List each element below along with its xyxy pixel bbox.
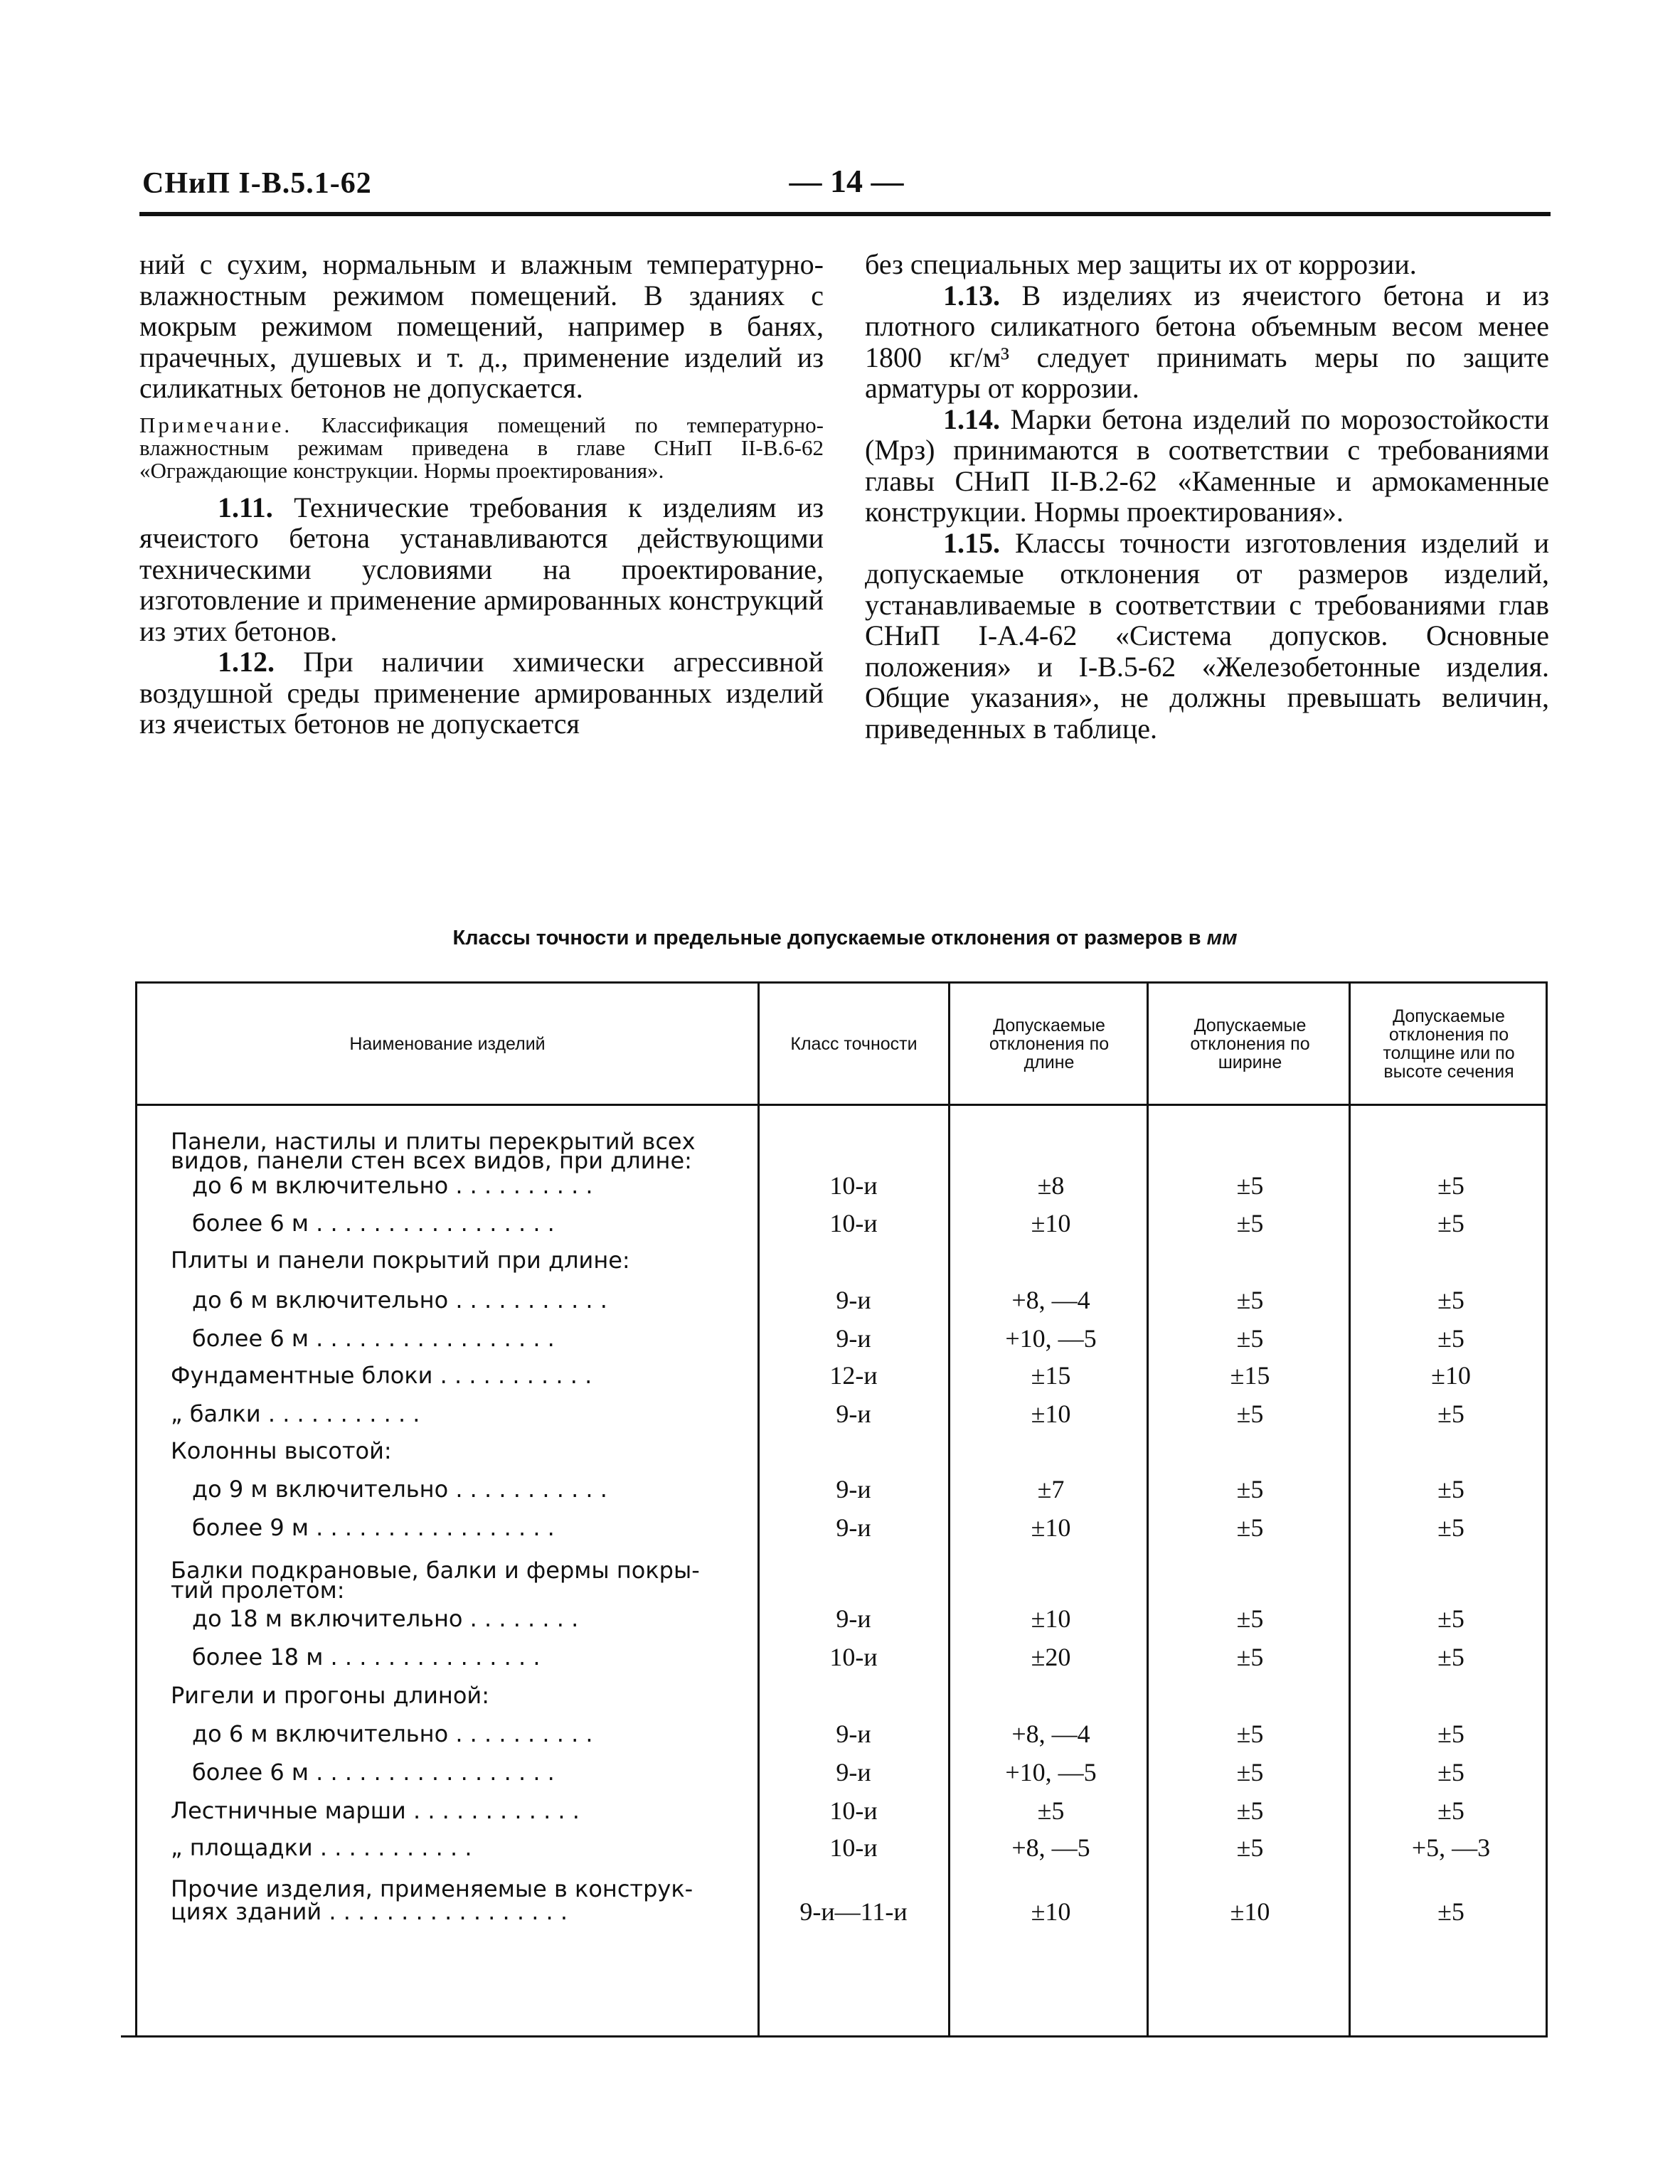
paragraph-text: Классы точности изготовления изделий и допускаемые отклонения от размеров изделий, устанавливаемые в соответствии с требованиями глав СНиП I-А.4-62 «Система допусков. Основные положения» и I-В.5-62 «Железобетонные изделия. Общие указания», не должны превышать величин, приведенных в таблице. (865, 526, 1549, 745)
paragraph-continuation: ний с сухим, нормальным и влажным температурно-влажностным режимом помещений. В зданиях с мокрым режимом помещений, например в банях, прачечных, душевых и т. д., применение изделий из силикатных бетонов не допускается. (139, 248, 824, 404)
item-name: Фундаментные блоки . . . . . . . . . . . (171, 1362, 592, 1389)
page-number: — 14 — (789, 163, 904, 199)
length-deviation: ±10 (1031, 1513, 1071, 1542)
width-deviation: ±5 (1236, 1171, 1264, 1200)
width-deviation: ±5 (1236, 1286, 1264, 1314)
header-thickness: Допускаемые отклонения по толщине или по высоте сечения (1383, 1006, 1515, 1082)
width-deviation: ±10 (1230, 1897, 1270, 1926)
paragraph-number: 1.12. (218, 646, 275, 678)
length-deviation: ±10 (1031, 1604, 1071, 1633)
width-deviation: ±5 (1236, 1475, 1264, 1503)
paragraph-1-14 (865, 404, 1549, 528)
thickness-deviation: +5, —3 (1411, 1833, 1491, 1862)
paragraph-1-12 (139, 646, 824, 740)
paragraph-number: 1.15. (943, 526, 1000, 559)
accuracy-class: 9-и (836, 1286, 871, 1314)
accuracy-class: 12-и (829, 1361, 878, 1390)
width-deviation: ±15 (1230, 1361, 1270, 1390)
length-deviation: +8, —4 (1011, 1286, 1090, 1314)
width-deviation: ±5 (1236, 1796, 1264, 1825)
header-length: Допускаемые отклонения по длине (989, 1015, 1110, 1072)
column-divider (1147, 981, 1149, 2035)
item-name: циях зданий . . . . . . . . . . . . . . . . . (171, 1898, 568, 1925)
thickness-deviation: ±5 (1437, 1897, 1464, 1926)
width-deviation: ±5 (1236, 1209, 1264, 1237)
width-deviation: ±5 (1236, 1513, 1264, 1542)
accuracy-class: 10-и (829, 1796, 878, 1825)
length-deviation: ±10 (1031, 1400, 1071, 1428)
accuracy-class: 9-и (836, 1720, 871, 1748)
length-deviation: +10, —5 (1005, 1758, 1097, 1786)
accuracy-class: 9-и (836, 1604, 871, 1633)
width-deviation: ±5 (1236, 1833, 1264, 1862)
paragraph-number: 1.14. (943, 403, 1000, 435)
document-code: СНиП I-В.5.1-62 (142, 167, 372, 200)
thickness-deviation: ±5 (1437, 1171, 1464, 1200)
accuracy-class: 10-и (829, 1171, 878, 1200)
paragraph-text: При наличии химически агрессивной воздушной среды применение армированных изделий из ячеистых бетонов не допускается (139, 646, 824, 740)
right-column (865, 249, 1549, 744)
item-name: Панели, настилы и плиты перекрытий всех (171, 1128, 696, 1155)
accuracy-class: 9-и—11-и (799, 1897, 908, 1926)
note-label: Примечание. (139, 412, 293, 437)
tolerance-table (121, 981, 1548, 2037)
table-title-text: Классы точности и предельные допускаемые отклонения от размеров в (452, 927, 1201, 949)
item-name: более 18 м . . . . . . . . . . . . . . . (192, 1644, 541, 1671)
item-name: до 6 м включительно . . . . . . . . . . (192, 1172, 593, 1199)
thickness-deviation: ±5 (1437, 1604, 1464, 1633)
accuracy-class: 9-и (836, 1513, 871, 1542)
table-right-rule (1546, 981, 1548, 2035)
item-name: более 6 м . . . . . . . . . . . . . . . . . (192, 1759, 555, 1786)
length-deviation: +10, —5 (1005, 1324, 1097, 1353)
paragraph-text: Технические требования к изделиям из ячеистого бетона устанавливаются действующими техническими условиями на проектирование, изготовление и применение армированных конструкций из этих бетонов. (139, 491, 824, 647)
table-left-rule (135, 981, 137, 2035)
item-name: „ балки . . . . . . . . . . . (171, 1400, 420, 1427)
length-deviation: ±8 (1037, 1171, 1065, 1200)
note-paragraph (139, 414, 824, 482)
item-name: видов, панели стен всех видов, при длине: (171, 1147, 692, 1174)
thickness-deviation: ±10 (1431, 1361, 1471, 1390)
item-name: Ригели и прогоны длиной: (171, 1682, 489, 1709)
width-deviation: ±5 (1236, 1400, 1264, 1428)
note-text: Классификация помещений по температурно-влажностным режимам приведена в главе СНиП II-В.6-62 «Ограждающие конструкции. Нормы проектирования». (139, 412, 824, 483)
accuracy-class: 10-и (829, 1209, 878, 1237)
header-width: Допускаемые отклонения по ширине (1190, 1015, 1310, 1072)
thickness-deviation: ±5 (1437, 1643, 1464, 1671)
paragraph-1-13 (865, 280, 1549, 404)
thickness-deviation: ±5 (1437, 1475, 1464, 1503)
page-header (142, 162, 1551, 212)
length-deviation: +8, —5 (1011, 1833, 1090, 1862)
left-column (139, 249, 824, 740)
width-deviation: ±5 (1236, 1324, 1264, 1353)
thickness-deviation: ±5 (1437, 1286, 1464, 1314)
length-deviation: ±10 (1031, 1897, 1071, 1926)
column-divider (948, 981, 950, 2035)
item-name: более 6 м . . . . . . . . . . . . . . . . . (192, 1325, 555, 1352)
item-name: до 6 м включительно . . . . . . . . . . . (192, 1287, 607, 1314)
length-deviation: +8, —4 (1011, 1720, 1090, 1748)
item-name: Прочие изделия, применяемые в конструк- (171, 1875, 693, 1902)
column-divider (1349, 981, 1351, 2035)
thickness-deviation: ±5 (1437, 1720, 1464, 1748)
thickness-deviation: ±5 (1437, 1209, 1464, 1237)
item-name: Лестничные марши . . . . . . . . . . . . (171, 1797, 580, 1824)
table-title-unit: мм (1206, 927, 1238, 949)
table-header-rule (135, 1104, 1548, 1106)
length-deviation: ±5 (1037, 1796, 1065, 1825)
item-name: более 9 м . . . . . . . . . . . . . . . . . (192, 1514, 555, 1541)
accuracy-class: 9-и (836, 1758, 871, 1786)
thickness-deviation: ±5 (1437, 1758, 1464, 1786)
item-name: Плиты и панели покрытий при длине: (171, 1247, 630, 1274)
paragraph-number: 1.11. (218, 491, 273, 523)
paragraph-1-15 (865, 528, 1549, 745)
width-deviation: ±5 (1236, 1643, 1264, 1671)
item-name: Балки подкрановые, балки и фермы покры- (171, 1557, 700, 1584)
item-name: тий пролетом: (171, 1577, 345, 1604)
accuracy-class: 10-и (829, 1833, 878, 1862)
width-deviation: ±5 (1236, 1604, 1264, 1633)
header-class: Класс точности (790, 1033, 918, 1054)
thickness-deviation: ±5 (1437, 1400, 1464, 1428)
item-name: до 6 м включительно . . . . . . . . . . (192, 1720, 593, 1747)
item-name: до 18 м включительно . . . . . . . . (192, 1605, 579, 1632)
accuracy-class: 9-и (836, 1324, 871, 1353)
table-title (139, 927, 1551, 950)
header-rule (139, 212, 1551, 216)
item-name: более 6 м . . . . . . . . . . . . . . . . . (192, 1210, 555, 1237)
length-deviation: ±7 (1037, 1475, 1065, 1503)
item-name: до 9 м включительно . . . . . . . . . . . (192, 1476, 607, 1503)
item-name: „ площадки . . . . . . . . . . . (171, 1834, 472, 1861)
paragraph-text: В изделиях из ячеистого бетона и из плотного силикатного бетона объемным весом менее 1800 кг/м³ следует принимать меры по защите арматуры от коррозии. (865, 279, 1549, 404)
thickness-deviation: ±5 (1437, 1513, 1464, 1542)
length-deviation: ±20 (1031, 1643, 1071, 1671)
thickness-deviation: ±5 (1437, 1324, 1464, 1353)
paragraph-1-11 (139, 492, 824, 647)
item-name: Колонны высотой: (171, 1437, 392, 1464)
paragraph-continuation: без специальных мер защиты их от коррозии. (865, 248, 1417, 280)
length-deviation: ±10 (1031, 1209, 1071, 1237)
accuracy-class: 10-и (829, 1643, 878, 1671)
width-deviation: ±5 (1236, 1758, 1264, 1786)
paragraph-number: 1.13. (943, 279, 1000, 311)
accuracy-class: 9-и (836, 1475, 871, 1503)
accuracy-class: 9-и (836, 1400, 871, 1428)
header-name: Наименование изделий (349, 1033, 546, 1054)
length-deviation: ±15 (1031, 1361, 1071, 1390)
table-bottom-rule (121, 2035, 1548, 2037)
width-deviation: ±5 (1236, 1720, 1264, 1748)
thickness-deviation: ±5 (1437, 1796, 1464, 1825)
paragraph-text: Марки бетона изделий по морозостойкости (Мрз) принимаются в соответствии с требованиями главы СНиП II-В.2-62 «Каменные и армокаменные конструкции. Нормы проектирования». (865, 403, 1549, 528)
